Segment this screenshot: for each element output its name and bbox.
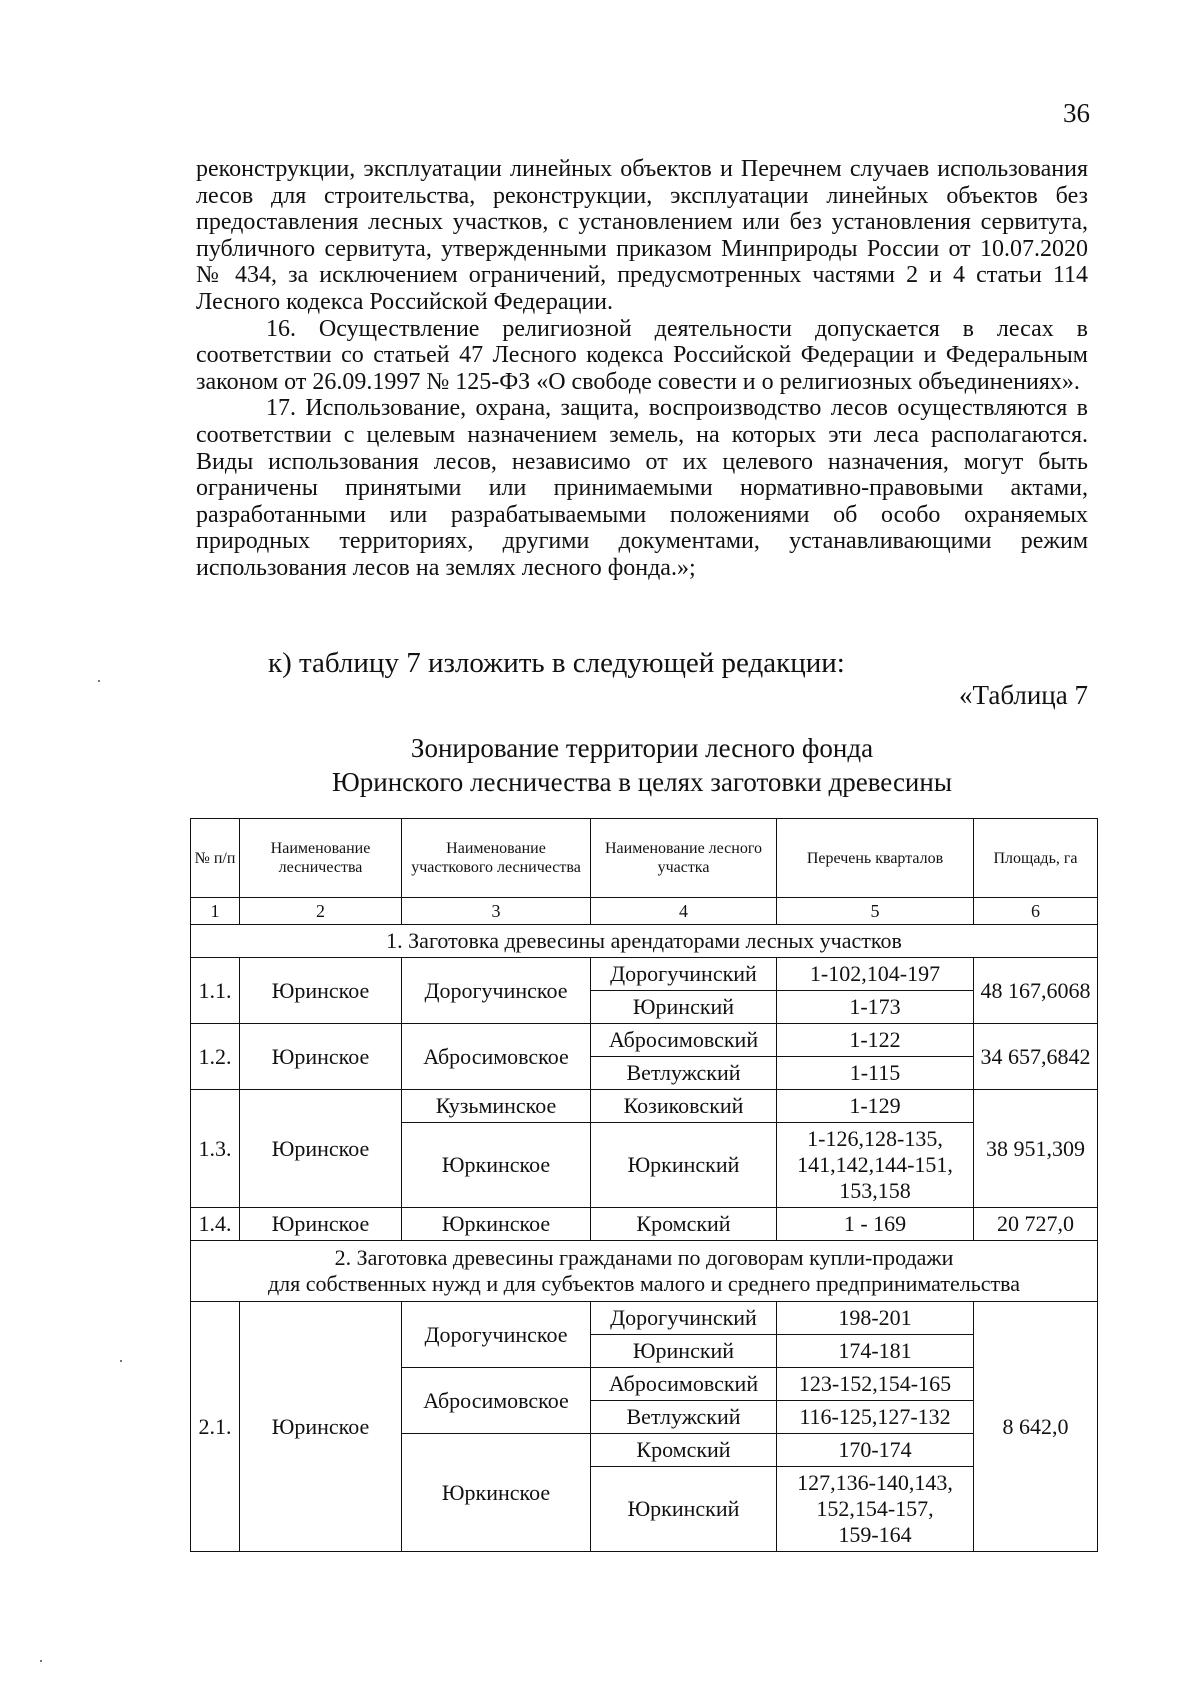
quarters-list bbox=[777, 1467, 974, 1552]
amendment-instruction: к) таблицу 7 изложить в следующей редакции: bbox=[268, 647, 845, 679]
paragraph-17: 17. Использование, охрана, защита, воспроизводство лесов осуществляются в соответствии с целевым назначением земель, на которых эти леса располагаются. Виды использования лесов, независимо от их целевого назначения, могут быть ограничены принятыми или принимаемыми нормативно-правовыми актами, разработанными или разрабатываемыми положениями об особо охраняемых природных территориях, другими документами, устанавливающими режим использования лесов на землях лесного фонда.»; bbox=[196, 395, 1088, 581]
header-number: № п/п bbox=[191, 819, 240, 898]
quarters-list: 1-129 bbox=[777, 1090, 974, 1123]
quarters-list: 1-173 bbox=[777, 991, 974, 1024]
section-2-title bbox=[191, 1241, 1098, 1302]
header-forest-plot: Наименование лесного участка bbox=[591, 819, 777, 898]
quarters-line: 141,142,144-151, bbox=[797, 1152, 953, 1177]
table-row bbox=[191, 1090, 1098, 1123]
quarters-list: 116-125,127-132 bbox=[777, 1401, 974, 1434]
forest-plot-name: Ветлужский bbox=[591, 1401, 777, 1434]
header-forestry: Наименование лесничества bbox=[240, 819, 402, 898]
district-forestry-name: Дорогучинское bbox=[402, 958, 591, 1024]
quarters-list: 174-181 bbox=[777, 1335, 974, 1368]
row-number: 2.1. bbox=[191, 1302, 240, 1552]
table-row bbox=[191, 958, 1098, 991]
quarters-list bbox=[777, 1123, 974, 1208]
forest-plot-name: Кромский bbox=[591, 1434, 777, 1467]
column-number-row bbox=[191, 898, 1098, 925]
quarters-list: 1-122 bbox=[777, 1024, 974, 1057]
quarters-line: 152,154-157, bbox=[816, 1496, 934, 1521]
district-forestry-name: Юркинское bbox=[402, 1123, 591, 1208]
quarters-list: 123-152,154-165 bbox=[777, 1368, 974, 1401]
area-value: 34 657,6842 bbox=[974, 1024, 1098, 1090]
quarters-line: 153,158 bbox=[839, 1178, 911, 1203]
table-title-line-1: Зонирование территории лесного фонда bbox=[410, 733, 874, 763]
scan-speck bbox=[40, 1660, 42, 1662]
forest-plot-name: Юринский bbox=[591, 1335, 777, 1368]
column-number: 2 bbox=[240, 898, 402, 925]
quarters-line: 1-126,128-135, bbox=[807, 1126, 943, 1151]
section-1-row bbox=[191, 925, 1098, 958]
column-number: 3 bbox=[402, 898, 591, 925]
column-number: 5 bbox=[777, 898, 974, 925]
quarters-line: 127,136-140,143, bbox=[797, 1470, 953, 1495]
row-number: 1.3. bbox=[191, 1090, 240, 1208]
forestry-name: Юринское bbox=[240, 1090, 402, 1208]
area-value: 20 727,0 bbox=[974, 1208, 1098, 1241]
section-2-row bbox=[191, 1241, 1098, 1302]
row-number: 1.2. bbox=[191, 1024, 240, 1090]
table-title-line-2: Юринского лесничества в целях заготовки древесины bbox=[332, 767, 952, 797]
table-row bbox=[191, 1208, 1098, 1241]
district-forestry-name: Абросимовское bbox=[402, 1368, 591, 1434]
forest-plot-name: Дорогучинский bbox=[591, 1302, 777, 1335]
section-2-title-line-2: для собственных нужд и для субъектов малого и среднего предпринимательства bbox=[267, 1271, 1021, 1296]
district-forestry-name: Кузьминское bbox=[402, 1090, 591, 1123]
table-label: «Таблица 7 bbox=[959, 680, 1088, 710]
quarters-list: 1-102,104-197 bbox=[777, 958, 974, 991]
row-number: 1.1. bbox=[191, 958, 240, 1024]
header-district-forestry: Наименование участкового лесничества bbox=[402, 819, 591, 898]
section-2-title-line-1: 2. Заготовка древесины гражданами по договорам купли-продажи bbox=[334, 1245, 954, 1270]
scan-speck bbox=[120, 1360, 122, 1362]
zoning-table bbox=[190, 818, 1098, 1552]
forest-plot-name: Юркинский bbox=[591, 1467, 777, 1552]
district-forestry-name: Дорогучинское bbox=[402, 1302, 591, 1368]
quarters-list: 1-115 bbox=[777, 1057, 974, 1090]
scan-speck bbox=[98, 680, 100, 682]
quarters-line: 159-164 bbox=[838, 1522, 912, 1547]
forest-plot-name: Дорогучинский bbox=[591, 958, 777, 991]
area-value: 8 642,0 bbox=[974, 1302, 1098, 1552]
forest-plot-name: Кромский bbox=[591, 1208, 777, 1241]
column-number: 1 bbox=[191, 898, 240, 925]
quarters-list: 198-201 bbox=[777, 1302, 974, 1335]
table-row bbox=[191, 1024, 1098, 1057]
forestry-name: Юринское bbox=[240, 1302, 402, 1552]
district-forestry-name: Абросимовское bbox=[402, 1024, 591, 1090]
forest-plot-name: Юринский bbox=[591, 991, 777, 1024]
forestry-name: Юринское bbox=[240, 958, 402, 1024]
district-forestry-name: Юркинское bbox=[402, 1434, 591, 1552]
paragraph-continuation: реконструкции, эксплуатации линейных объектов и Перечнем случаев использования лесов для строительства, реконструкции, эксплуатации линейных объектов без предоставления лесных участков, с установлением или без установления сервитута, публичного сервитута, утвержденными приказом Минприроды России от 10.07.2020 № 434, за исключением ограничений, предусмотренных частями 2 и 4 статьи 114 Лесного кодекса Российской Федерации. bbox=[196, 156, 1088, 315]
forest-plot-name: Юркинский bbox=[591, 1123, 777, 1208]
area-value: 38 951,309 bbox=[974, 1090, 1098, 1208]
forest-plot-name: Козиковский bbox=[591, 1090, 777, 1123]
forest-plot-name: Абросимовский bbox=[591, 1368, 777, 1401]
district-forestry-name: Юркинское bbox=[402, 1208, 591, 1241]
header-quarters: Перечень кварталов bbox=[777, 819, 974, 898]
paragraph-16: 16. Осуществление религиозной деятельности допускается в лесах в соответствии со статьей 47 Лесного кодекса Российской Федерации и Федеральным законом от 26.09.1997 № 125-ФЗ «О свободе совести и о религиозных объединениях». bbox=[196, 315, 1088, 395]
header-area: Площадь, га bbox=[974, 819, 1098, 898]
forestry-name: Юринское bbox=[240, 1208, 402, 1241]
forest-plot-name: Ветлужский bbox=[591, 1057, 777, 1090]
column-number: 6 bbox=[974, 898, 1098, 925]
table-header-row bbox=[191, 819, 1098, 898]
quarters-list: 1 - 169 bbox=[777, 1208, 974, 1241]
body-text bbox=[196, 156, 1088, 582]
table-title bbox=[196, 731, 1088, 799]
forestry-name: Юринское bbox=[240, 1024, 402, 1090]
area-value: 48 167,6068 bbox=[974, 958, 1098, 1024]
forest-plot-name: Абросимовский bbox=[591, 1024, 777, 1057]
section-1-title: 1. Заготовка древесины арендаторами лесных участков bbox=[191, 925, 1098, 958]
table-row bbox=[191, 1302, 1098, 1335]
column-number: 4 bbox=[591, 898, 777, 925]
page-number: 36 bbox=[1063, 98, 1090, 128]
row-number: 1.4. bbox=[191, 1208, 240, 1241]
quarters-list: 170-174 bbox=[777, 1434, 974, 1467]
